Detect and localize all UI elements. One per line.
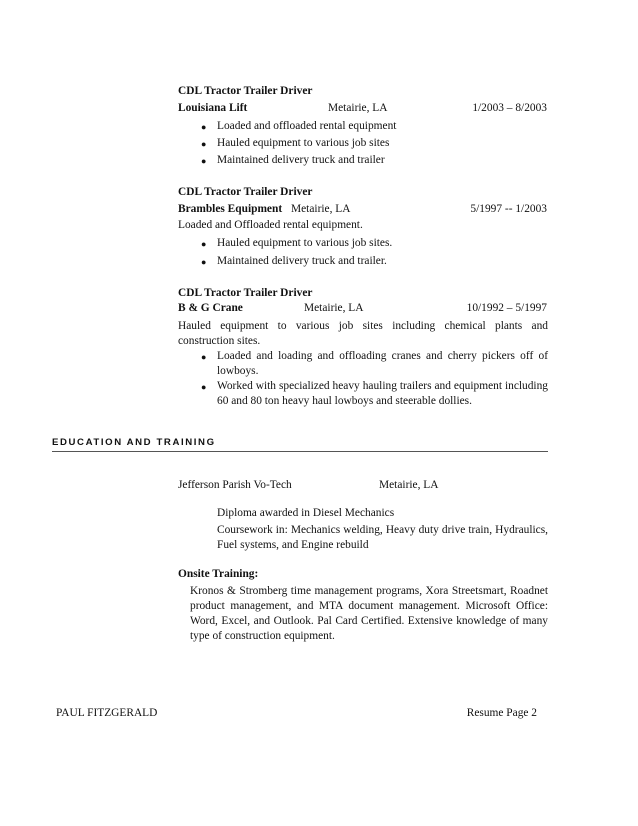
onsite-text: Kronos & Stromberg time management programs, Xora Streetsmart, Roadnet product management, and MTA document management. Microsoft Office: Word, Excel, and Outlook. Pal Card Certified. Extensive knowledge of many type of construction equipment. xyxy=(190,585,548,642)
school-location: Metairie, LA xyxy=(379,479,439,491)
job-dates: 10/1992 – 5/1997 xyxy=(466,302,547,314)
footer-page-number: Resume Page 2 xyxy=(466,707,537,719)
company-name: Louisiana Lift xyxy=(178,102,248,114)
company-name: Brambles Equipment xyxy=(178,203,283,215)
bullet-icon: ● xyxy=(201,382,207,392)
bullet-icon: ● xyxy=(201,122,207,132)
school-name: Jefferson Parish Vo-Tech xyxy=(178,479,292,491)
coursework: Coursework in: Mechanics welding, Heavy duty drive train, Hydraulics, Fuel systems, and Engine rebuild xyxy=(217,524,548,551)
onsite-heading: Onsite Training: xyxy=(178,568,259,580)
job-summary: Loaded and Offloaded rental equipment. xyxy=(178,219,363,231)
job-dates: 5/1997 -- 1/2003 xyxy=(470,203,547,215)
company-name: B & G Crane xyxy=(178,302,243,314)
footer-name: PAUL FITZGERALD xyxy=(56,707,158,719)
section-heading: EDUCATION AND TRAINING xyxy=(52,437,216,448)
list-item: Loaded and loading and offloading cranes and cherry pickers off of lowboys. xyxy=(217,350,548,377)
list-item: Maintained delivery truck and trailer xyxy=(217,154,385,166)
job-title: CDL Tractor Trailer Driver xyxy=(178,85,313,97)
bullet-icon: ● xyxy=(201,257,207,267)
bullet-icon: ● xyxy=(201,156,207,166)
list-item: Hauled equipment to various job sites. xyxy=(217,237,393,249)
diploma: Diploma awarded in Diesel Mechanics xyxy=(217,507,395,519)
bullet-icon: ● xyxy=(201,139,207,149)
job-location: Metairie, LA xyxy=(304,302,364,314)
job-title: CDL Tractor Trailer Driver xyxy=(178,186,313,198)
list-item: Maintained delivery truck and trailer. xyxy=(217,255,387,267)
bullet-icon: ● xyxy=(201,352,207,362)
list-item: Worked with specialized heavy hauling trailers and equipment including 60 and 80 ton heavy haul lowboys and steerable dollies. xyxy=(217,380,548,407)
job-location: Metairie, LA xyxy=(328,102,388,114)
list-item: Loaded and offloaded rental equipment xyxy=(217,120,397,132)
list-item: Hauled equipment to various job sites xyxy=(217,137,390,149)
section-divider xyxy=(52,451,548,452)
job-summary: Hauled equipment to various job sites including chemical plants and construction sites. xyxy=(178,320,548,347)
job-dates: 1/2003 – 8/2003 xyxy=(472,102,547,114)
job-location: Metairie, LA xyxy=(291,203,351,215)
bullet-icon: ● xyxy=(201,239,207,249)
job-title: CDL Tractor Trailer Driver xyxy=(178,287,313,299)
